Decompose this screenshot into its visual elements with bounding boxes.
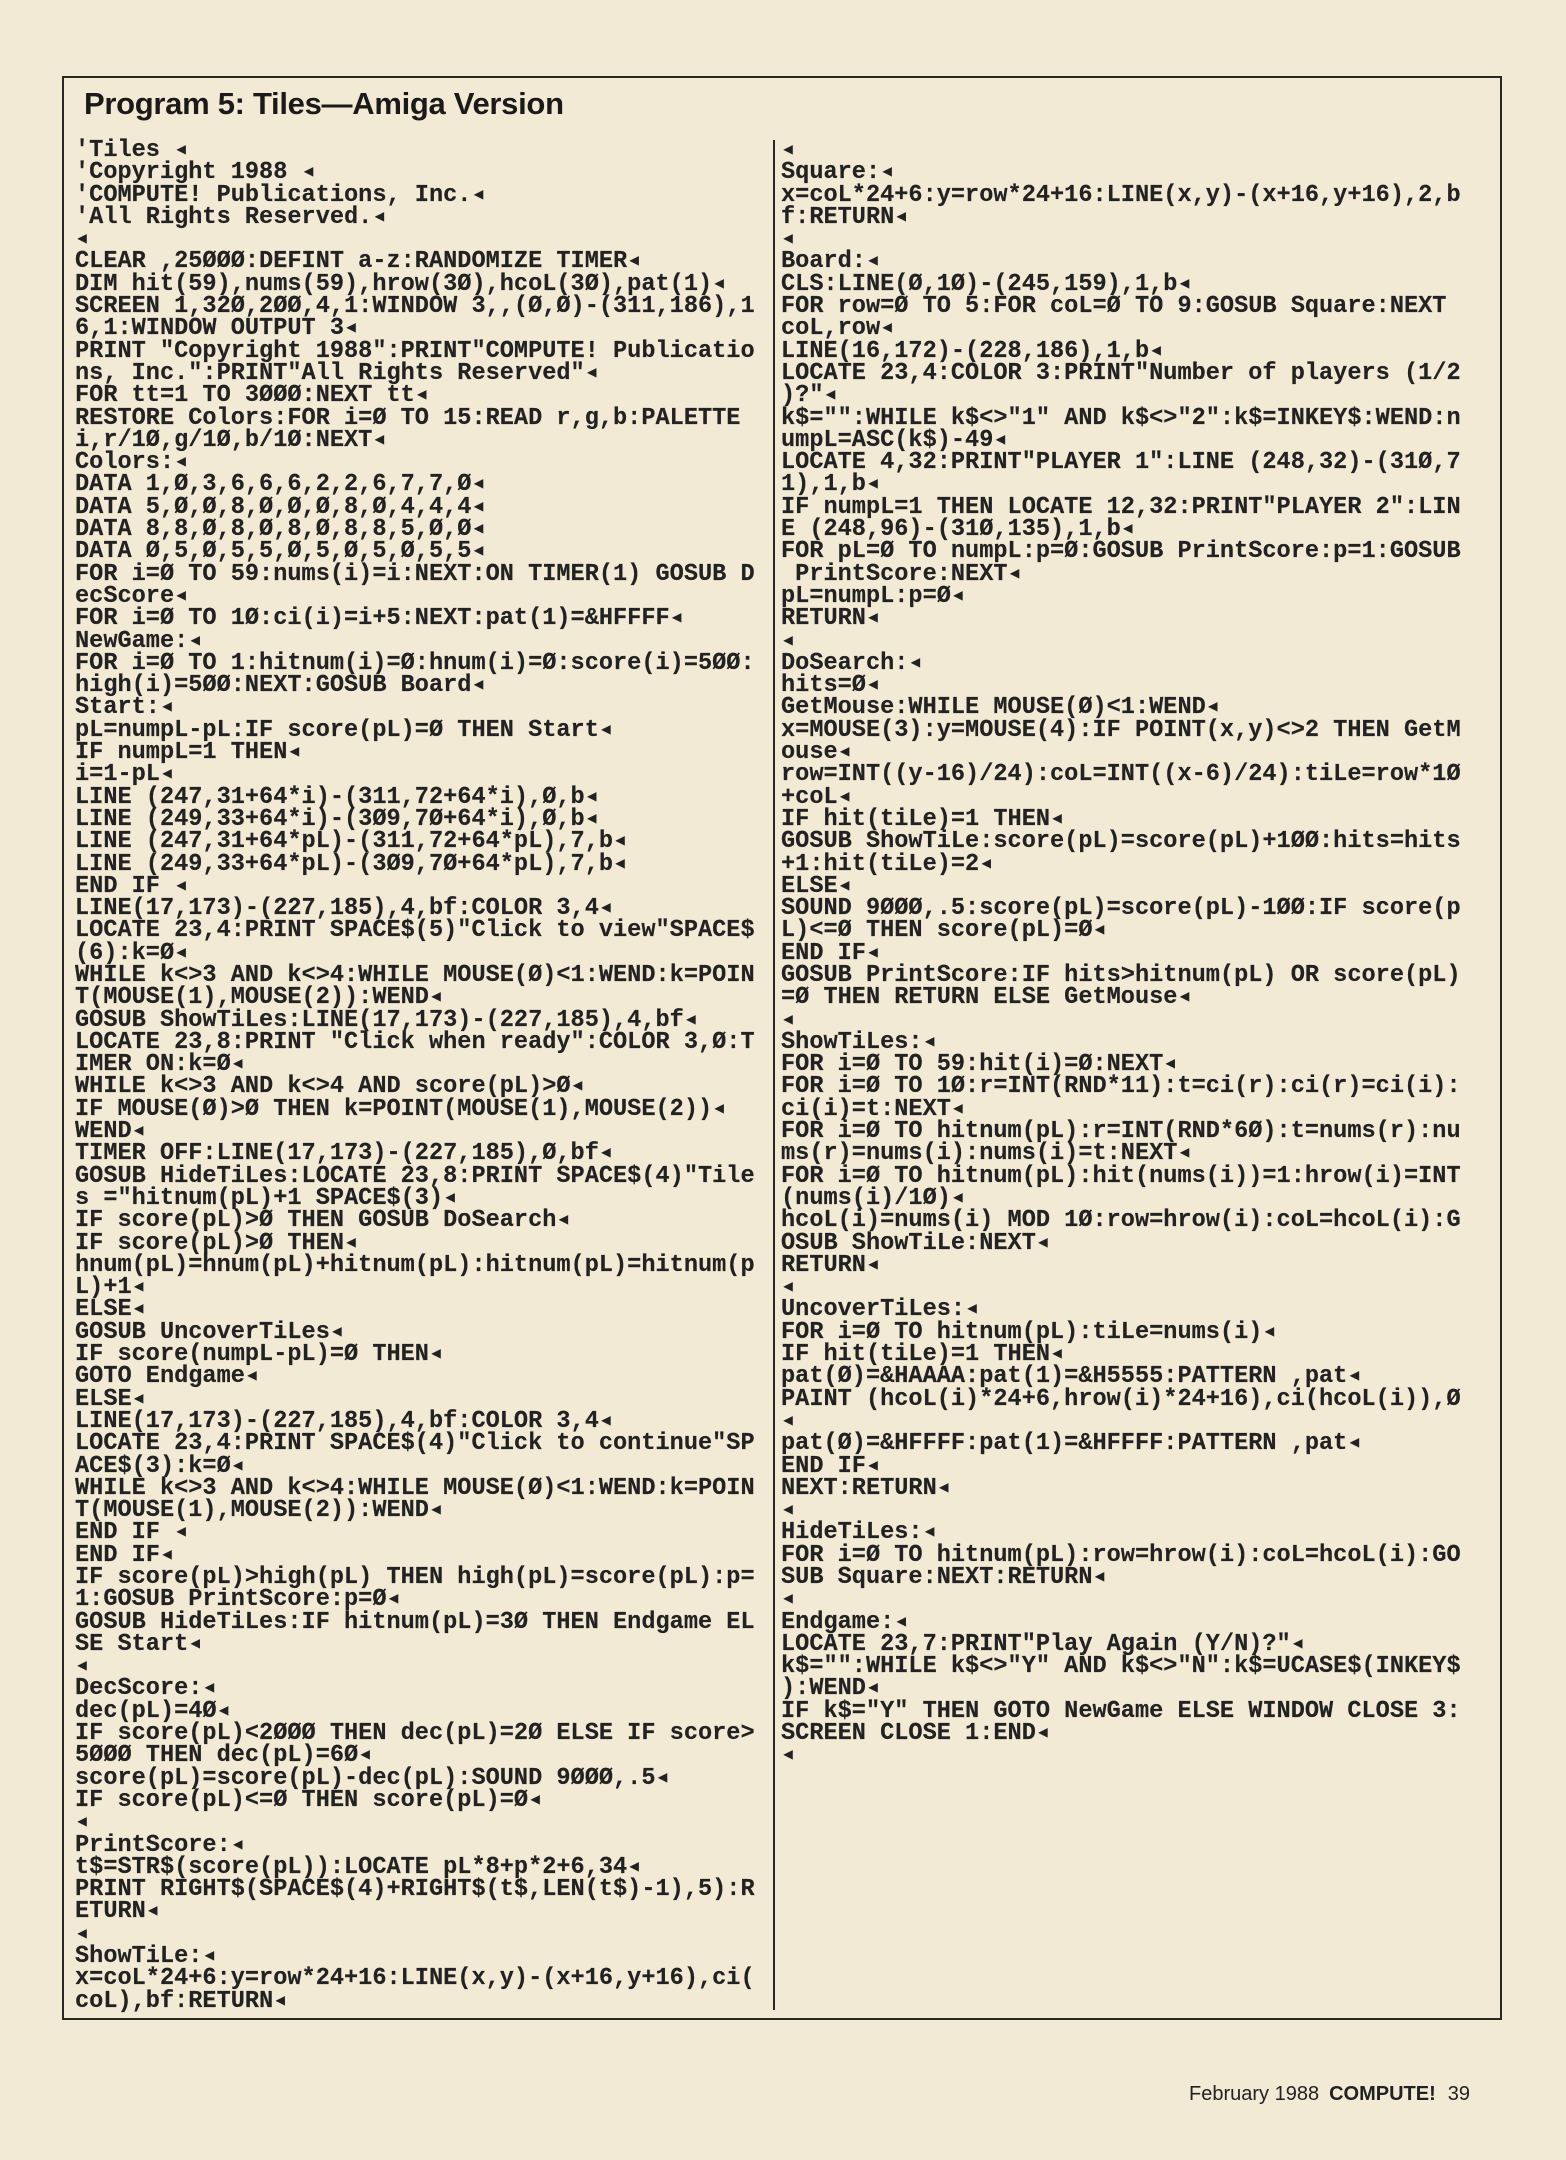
code-line: IF score(pL)<2ØØØ THEN dec(pL)=2Ø ELSE IF score> xyxy=(75,1720,755,1748)
code-line: HideTiLes:◂ xyxy=(781,1519,937,1547)
code-line: IF numpL=1 THEN◂ xyxy=(75,739,302,767)
code-line: ◂ xyxy=(781,226,796,254)
code-line: i=1-pL◂ xyxy=(75,761,175,789)
code-line: IF MOUSE(Ø)>Ø THEN k=POINT(MOUSE(1),MOUSE(2))◂ xyxy=(75,1095,727,1123)
code-line: IF k$="Y" THEN GOTO NewGame ELSE WINDOW CLOSE 3: xyxy=(781,1697,1461,1725)
code-line: 'Tiles ◂ xyxy=(75,137,189,164)
code-line: DATA 8,8,Ø,8,Ø,8,Ø,8,8,5,Ø,Ø◂ xyxy=(75,516,486,544)
code-line: IF score(pL)>Ø THEN GOSUB DoSearch◂ xyxy=(75,1207,571,1235)
code-line: (nums(i)/1Ø)◂ xyxy=(781,1184,966,1212)
code-line: LOCATE 4,32:PRINT"PLAYER 1":LINE (248,32)-(31Ø,7 xyxy=(781,449,1461,477)
code-line: FOR i=Ø TO 1Ø:ci(i)=i+5:NEXT:pat(1)=&HFFFF◂ xyxy=(75,605,684,633)
code-line: DIM hit(59),nums(59),hrow(3Ø),hcoL(3Ø),pat(1)◂ xyxy=(75,270,727,298)
code-line: ◂ xyxy=(781,1006,796,1034)
code-line: WEND◂ xyxy=(75,1118,146,1146)
code-line: ◂ xyxy=(75,1920,90,1948)
code-line: x=MOUSE(3):y=MOUSE(4):IF POINT(x,y)<>2 THEN GetM xyxy=(781,716,1461,744)
code-line: Endgame:◂ xyxy=(781,1608,909,1636)
code-line: IMER ON:k=Ø◂ xyxy=(75,1051,245,1079)
code-line: Start:◂ xyxy=(75,694,175,722)
code-line: Colors:◂ xyxy=(75,449,189,477)
code-line: GetMouse:WHILE MOUSE(Ø)<1:WEND◂ xyxy=(781,694,1220,722)
code-line: x=coL*24+6:y=row*24+16:LINE(x,y)-(x+16,y+16),2,b xyxy=(781,181,1461,209)
code-column-right xyxy=(781,137,1461,1770)
code-line: CLEAR ,25ØØØ:DEFINT a-z:RANDOMIZE TIMER◂ xyxy=(75,248,642,276)
code-line: ecScore◂ xyxy=(75,582,189,610)
code-line: LOCATE 23,4:PRINT SPACE$(4)"Click to continue"SP xyxy=(75,1430,755,1458)
code-line: T(MOUSE(1),MOUSE(2)):WEND◂ xyxy=(75,1497,444,1525)
code-line: RETURN◂ xyxy=(781,1251,881,1279)
code-line: FOR i=Ø TO hitnum(pL):hit(nums(i))=1:hrow(i)=INT xyxy=(781,1162,1461,1190)
footer-date: February 1988 xyxy=(1189,2083,1320,2105)
code-line: FOR row=Ø TO 5:FOR coL=Ø TO 9:GOSUB Square:NEXT xyxy=(781,293,1447,321)
code-line: umpL=ASC(k$)-49◂ xyxy=(781,426,1008,454)
code-line: DoSearch:◂ xyxy=(781,649,923,677)
code-line: PRINT "Copyright 1988":PRINT"COMPUTE! Publicatio xyxy=(75,337,755,365)
code-line: ns, Inc.":PRINT"All Rights Reserved"◂ xyxy=(75,359,599,387)
code-line: GOSUB ShowTiLe:score(pL)=score(pL)+1ØØ:hits=hits xyxy=(781,828,1461,856)
code-line: pat(Ø)=&HFFFF:pat(1)=&HFFFF:PATTERN ,pat◂ xyxy=(781,1430,1362,1458)
code-line: ◂ xyxy=(781,1407,796,1435)
code-line: LOCATE 23,8:PRINT "Click when ready":COLOR 3,Ø:T xyxy=(75,1028,755,1056)
code-line: ELSE◂ xyxy=(75,1385,146,1413)
code-line: k$="":WHILE k$<>"Y" AND k$<>"N":k$=UCASE$(INKEY$ xyxy=(781,1653,1461,1681)
code-line: 'All Rights Reserved.◂ xyxy=(75,203,387,231)
listing-title: Program 5: Tiles—Amiga Version xyxy=(84,86,564,121)
code-line: ETURN◂ xyxy=(75,1898,160,1926)
code-line: FOR pL=Ø TO numpL:p=Ø:GOSUB PrintScore:p=1:GOSUB xyxy=(781,538,1461,566)
code-line: LOCATE 23,4:COLOR 3:PRINT"Number of players (1/2 xyxy=(781,359,1461,387)
code-line: DATA 5,Ø,Ø,8,Ø,Ø,Ø,8,Ø,4,4,4◂ xyxy=(75,493,486,521)
code-line: s ="hitnum(pL)+1 SPACE$(3)◂ xyxy=(75,1184,458,1212)
code-line: 6,1:WINDOW OUTPUT 3◂ xyxy=(75,315,359,343)
code-line: IF hit(tiLe)=1 THEN◂ xyxy=(781,1341,1065,1369)
code-line: GOSUB HideTiLes:LOCATE 23,8:PRINT SPACE$(4)"Tile xyxy=(75,1162,755,1190)
code-line: RETURN◂ xyxy=(781,605,881,633)
code-line: PAINT (hcoL(i)*24+6,hrow(i)*24+16),ci(hcoL(i)),Ø xyxy=(781,1385,1461,1413)
code-line: DATA Ø,5,Ø,5,5,Ø,5,Ø,5,Ø,5,5◂ xyxy=(75,538,486,566)
code-line: T(MOUSE(1),MOUSE(2)):WEND◂ xyxy=(75,984,444,1012)
code-line: IF score(pL)>high(pL) THEN high(pL)=score(pL):p= xyxy=(75,1564,755,1591)
code-line: dec(pL)=4Ø◂ xyxy=(75,1697,231,1725)
code-line: END IF◂ xyxy=(781,1452,881,1480)
code-line: LINE (247,31+64*i)-(311,72+64*i),Ø,b◂ xyxy=(75,783,599,811)
code-line: ELSE◂ xyxy=(75,1296,146,1324)
code-line: SE Start◂ xyxy=(75,1630,203,1658)
code-line: ELSE◂ xyxy=(781,872,852,900)
code-line: TIMER OFF:LINE(17,173)-(227,185),Ø,bf◂ xyxy=(75,1140,614,1168)
code-line: SCREEN 1,32Ø,2ØØ,4,1:WINDOW 3,,(Ø,Ø)-(311,186),1 xyxy=(75,293,755,321)
code-line: SCREEN CLOSE 1:END◂ xyxy=(781,1720,1051,1748)
code-line: 'Copyright 1988 ◂ xyxy=(75,159,316,187)
code-line: GOTO Endgame◂ xyxy=(75,1363,260,1391)
page-footer xyxy=(1189,2083,1470,2106)
code-line: ◂ xyxy=(781,1497,796,1525)
code-line: WHILE k<>3 AND k<>4:WHILE MOUSE(Ø)<1:WEND:k=POIN xyxy=(75,961,755,989)
code-line: t$=STR$(score(pL)):LOCATE pL*8+p*2+6,34◂ xyxy=(75,1853,642,1881)
code-line: ci(i)=t:NEXT◂ xyxy=(781,1095,966,1123)
code-line: WHILE k<>3 AND k<>4 AND score(pL)>Ø◂ xyxy=(75,1073,585,1101)
code-line: LINE(17,173)-(227,185),4,bf:COLOR 3,4◂ xyxy=(75,895,614,923)
code-line: FOR i=Ø TO hitnum(pL):row=hrow(i):coL=hcoL(i):GO xyxy=(781,1541,1461,1569)
code-line: ◂ xyxy=(75,1809,90,1837)
code-line: END IF◂ xyxy=(75,1541,175,1569)
code-line: pL=numpL:p=Ø◂ xyxy=(781,582,966,610)
code-line: DecScore:◂ xyxy=(75,1675,217,1703)
code-line: L)+1◂ xyxy=(75,1274,146,1302)
code-line: i,r/1Ø,g/1Ø,b/1Ø:NEXT◂ xyxy=(75,426,387,454)
code-line: ◂ xyxy=(781,627,796,655)
code-line: ouse◂ xyxy=(781,739,852,767)
code-line: coL),bf:RETURN◂ xyxy=(75,1987,288,2015)
code-line: =Ø THEN RETURN ELSE GetMouse◂ xyxy=(781,984,1192,1012)
code-line: ◂ xyxy=(781,1586,796,1614)
code-line: FOR i=Ø TO 59:hit(i)=Ø:NEXT◂ xyxy=(781,1051,1178,1079)
code-line: LOCATE 23,7:PRINT"Play Again (Y/N)?"◂ xyxy=(781,1630,1305,1658)
code-line: IF score(pL)>Ø THEN◂ xyxy=(75,1229,359,1257)
code-line: GOSUB UncoverTiLes◂ xyxy=(75,1318,345,1346)
code-line: +coL◂ xyxy=(781,783,852,811)
code-line: E (248,96)-(31Ø,135),1,b◂ xyxy=(781,516,1136,544)
code-line: 5ØØØ THEN dec(pL)=6Ø◂ xyxy=(75,1742,373,1770)
code-line: RESTORE Colors:FOR i=Ø TO 15:READ r,g,b:PALETTE xyxy=(75,404,741,432)
footer-page-number: 39 xyxy=(1447,2083,1470,2105)
code-column-left xyxy=(75,137,755,2015)
code-line: f:RETURN◂ xyxy=(781,203,909,231)
code-line: IF numpL=1 THEN LOCATE 12,32:PRINT"PLAYER 2":LIN xyxy=(781,493,1461,521)
code-line: GOSUB HideTiLes:IF hitnum(pL)=3Ø THEN Endgame EL xyxy=(75,1608,755,1636)
code-line: +1:hit(tiLe)=2◂ xyxy=(781,850,994,878)
code-line: CLS:LINE(Ø,1Ø)-(245,159),1,b◂ xyxy=(781,270,1192,298)
code-line: (6):k=Ø◂ xyxy=(75,939,189,967)
code-line: k$="":WHILE k$<>"1" AND k$<>"2":k$=INKEY$:WEND:n xyxy=(781,404,1461,432)
code-line: SOUND 9ØØØ,.5:score(pL)=score(pL)-1ØØ:IF score(p xyxy=(781,895,1461,923)
code-line: FOR i=Ø TO hitnum(pL):r=INT(RND*6Ø):t=nums(r):nu xyxy=(781,1118,1461,1146)
code-line: FOR i=Ø TO 59:nums(i)=i:NEXT:ON TIMER(1) GOSUB D xyxy=(75,560,755,588)
code-line: Square:◂ xyxy=(781,159,895,187)
code-line: hnum(pL)=hnum(pL)+hitnum(pL):hitnum(pL)=hitnum(p xyxy=(75,1251,755,1279)
code-line: PRINT RIGHT$(SPACE$(4)+RIGHT$(t$,LEN(t$)-1),5):R xyxy=(75,1876,755,1904)
code-line: FOR i=Ø TO hitnum(pL):tiLe=nums(i)◂ xyxy=(781,1318,1277,1346)
code-line: ShowTiLes:◂ xyxy=(781,1028,937,1056)
code-line: NEXT:RETURN◂ xyxy=(781,1474,951,1502)
code-line: )?"◂ xyxy=(781,382,838,410)
code-line: ShowTiLe:◂ xyxy=(75,1943,217,1971)
code-line: hits=Ø◂ xyxy=(781,672,881,700)
code-line: SUB Square:NEXT:RETURN◂ xyxy=(781,1564,1107,1591)
code-line: hcoL(i)=nums(i) MOD 1Ø:row=hrow(i):coL=hcoL(i):G xyxy=(781,1207,1461,1235)
code-line: IF score(numpL-pL)=Ø THEN◂ xyxy=(75,1341,444,1369)
code-line: pat(Ø)=&HAAAA:pat(1)=&H5555:PATTERN ,pat◂ xyxy=(781,1363,1362,1391)
code-line: FOR i=Ø TO 1Ø:r=INT(RND*11):t=ci(r):ci(r)=ci(i): xyxy=(781,1073,1461,1101)
code-line: ◂ xyxy=(75,1653,90,1681)
code-line: PrintScore:◂ xyxy=(75,1831,245,1859)
code-line: score(pL)=score(pL)-dec(pL):SOUND 9ØØØ,.5◂ xyxy=(75,1764,670,1792)
code-line: LINE(16,172)-(228,186),1,b◂ xyxy=(781,337,1164,365)
code-line: Board:◂ xyxy=(781,248,881,276)
code-line: GOSUB ShowTiLes:LINE(17,173)-(227,185),4,bf◂ xyxy=(75,1006,699,1034)
code-line: LINE (247,31+64*pL)-(311,72+64*pL),7,b◂ xyxy=(75,828,628,856)
code-line: NewGame:◂ xyxy=(75,627,203,655)
code-line: ◂ xyxy=(781,1274,796,1302)
code-line: 'COMPUTE! Publications, Inc.◂ xyxy=(75,181,486,209)
code-line: LINE(17,173)-(227,185),4,bf:COLOR 3,4◂ xyxy=(75,1407,614,1435)
code-line: IF score(pL)<=Ø THEN score(pL)=Ø◂ xyxy=(75,1786,543,1814)
code-line: ACE$(3):k=Ø◂ xyxy=(75,1452,245,1480)
code-line: IF hit(tiLe)=1 THEN◂ xyxy=(781,805,1065,833)
code-line: GOSUB PrintScore:IF hits>hitnum(pL) OR score(pL) xyxy=(781,961,1461,989)
code-line: PrintScore:NEXT◂ xyxy=(781,560,1022,588)
code-line: LINE (249,33+64*pL)-(3Ø9,7Ø+64*pL),7,b◂ xyxy=(75,850,628,878)
code-line: 1),1,b◂ xyxy=(781,471,881,499)
code-line: 1:GOSUB PrintScore:p=Ø◂ xyxy=(75,1586,401,1614)
code-line: ◂ xyxy=(781,137,796,164)
footer-magazine: COMPUTE! xyxy=(1329,2083,1436,2105)
code-line: L)<=Ø THEN score(pL)=Ø◂ xyxy=(781,917,1107,945)
code-line: END IF ◂ xyxy=(75,872,189,900)
code-line: END IF◂ xyxy=(781,939,881,967)
code-line: UncoverTiLes:◂ xyxy=(781,1296,980,1324)
code-line: high(i)=5ØØ:NEXT:GOSUB Board◂ xyxy=(75,672,486,700)
code-line: FOR i=Ø TO 1:hitnum(i)=Ø:hnum(i)=Ø:score(i)=5ØØ: xyxy=(75,649,755,677)
code-line: WHILE k<>3 AND k<>4:WHILE MOUSE(Ø)<1:WEND:k=POIN xyxy=(75,1474,755,1502)
code-line: LINE (249,33+64*i)-(3Ø9,7Ø+64*i),Ø,b◂ xyxy=(75,805,599,833)
code-line: ◂ xyxy=(75,226,90,254)
code-line: ):WEND◂ xyxy=(781,1675,881,1703)
code-line: row=INT((y-16)/24):coL=INT((x-6)/24):tiLe=row*1Ø xyxy=(781,761,1461,789)
code-line: OSUB ShowTiLe:NEXT◂ xyxy=(781,1229,1051,1257)
code-line: pL=numpL-pL:IF score(pL)=Ø THEN Start◂ xyxy=(75,716,614,744)
code-line: LOCATE 23,4:PRINT SPACE$(5)"Click to view"SPACE$ xyxy=(75,917,755,945)
code-line: x=coL*24+6:y=row*24+16:LINE(x,y)-(x+16,y+16),ci( xyxy=(75,1965,755,1993)
code-line: coL,row◂ xyxy=(781,315,895,343)
code-line: DATA 1,Ø,3,6,6,6,2,2,6,7,7,Ø◂ xyxy=(75,471,486,499)
code-line: END IF ◂ xyxy=(75,1519,189,1547)
code-line: ◂ xyxy=(781,1742,796,1770)
code-line: ms(r)=nums(i):nums(i)=t:NEXT◂ xyxy=(781,1140,1192,1168)
column-divider xyxy=(773,140,775,2010)
code-line: FOR tt=1 TO 3ØØØ:NEXT tt◂ xyxy=(75,382,430,410)
